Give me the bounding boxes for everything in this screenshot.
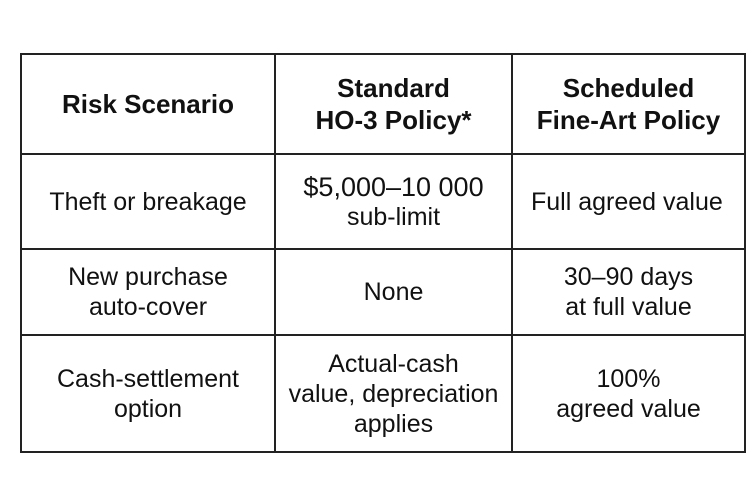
cell-line: agreed value <box>556 394 701 423</box>
cell-line: 30–90 days <box>563 263 694 291</box>
header-line: Fine-Art Policy <box>536 105 721 135</box>
cell-line: Theft or breakage <box>49 187 247 216</box>
cell-line: $5,000–10 000 <box>303 171 484 202</box>
cell-line: 100% <box>596 364 661 393</box>
cell-line: None <box>363 278 424 306</box>
cell-line: option <box>113 394 183 423</box>
cell-line: auto-cover <box>88 293 208 321</box>
cell-line: value, depreciation <box>288 379 499 408</box>
row-theft-scheduled <box>513 155 744 250</box>
row-theft-scenario <box>22 155 276 250</box>
header-scheduled-policy <box>513 55 744 155</box>
header-standard-policy <box>276 55 513 155</box>
cell-line: at full value <box>565 293 692 321</box>
cell-line: Actual-cash <box>328 349 459 378</box>
header-line: Standard <box>337 73 450 103</box>
cell-line: sub-limit <box>346 202 441 231</box>
row-cash-settlement-scenario <box>22 336 276 451</box>
row-new-purchase-scheduled <box>513 250 744 336</box>
header-line: Risk Scenario <box>62 89 234 119</box>
header-line: Scheduled <box>562 73 695 103</box>
row-cash-settlement-scheduled <box>513 336 744 451</box>
row-new-purchase-standard <box>276 250 513 336</box>
row-cash-settlement-standard <box>276 336 513 451</box>
comparison-table <box>20 53 746 453</box>
row-new-purchase-scenario <box>22 250 276 336</box>
header-line: HO-3 Policy* <box>315 105 472 135</box>
cell-line: Full agreed value <box>531 187 723 216</box>
cell-line: applies <box>353 409 434 438</box>
cell-line: New purchase <box>68 263 228 291</box>
header-risk-scenario <box>22 55 276 155</box>
cell-line: Cash-settlement <box>56 364 240 393</box>
row-theft-standard <box>276 155 513 250</box>
